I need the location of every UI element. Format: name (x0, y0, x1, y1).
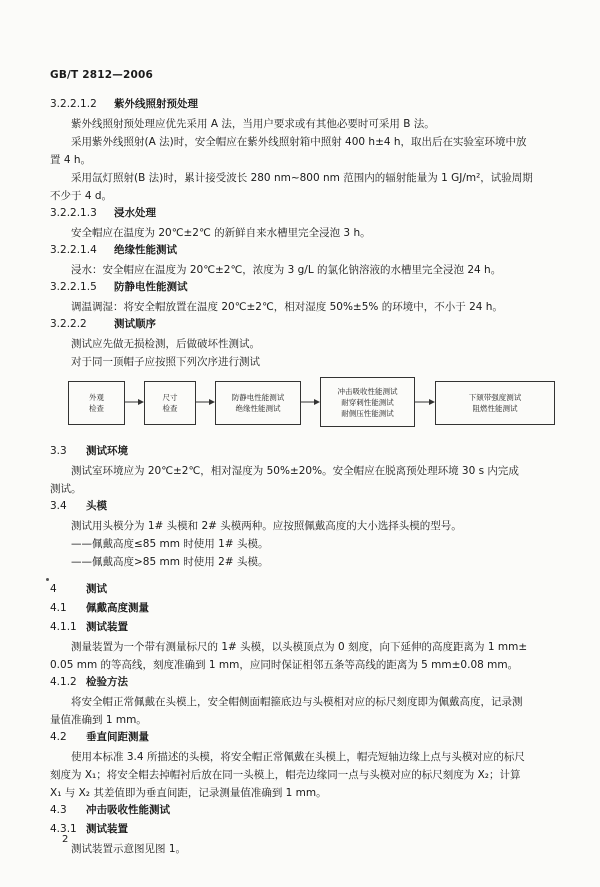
paragraph: 测量装置为一个带有测量标尺的 1# 头模，以头模顶点为 0 刻度，向下延伸的高度距离为 1 mm± (71, 641, 528, 653)
heading-title: 冲击吸收性能测试 (86, 804, 170, 816)
scan-speck (46, 578, 49, 581)
heading-title: 测试装置 (86, 823, 128, 835)
heading-title: 检验方法 (86, 676, 128, 688)
heading-title: 测试装置 (86, 621, 128, 633)
flow-box-line: 检查 (89, 404, 104, 413)
heading-4-1-1 (50, 619, 560, 638)
paragraph-continuation: 置 4 h。 (50, 154, 92, 166)
flow-box-line: 下颏带强度测试 (468, 393, 522, 402)
heading-4-2 (50, 729, 560, 748)
flow-box-line: 尺寸 (162, 393, 178, 402)
heading-4-1 (50, 600, 560, 619)
flow-box-electrical (215, 381, 301, 425)
heading-4-1-2 (50, 674, 560, 693)
heading-title: 浸水处理 (114, 207, 156, 219)
heading-number: 4.1.1 (50, 621, 77, 633)
heading-title: 佩戴高度测量 (86, 602, 149, 614)
heading-number: 4.1.2 (50, 676, 77, 688)
page-number: 2 (62, 834, 69, 845)
heading-3-2-2-2 (50, 316, 560, 335)
flow-box-line: 耐穿刺性能测试 (341, 397, 394, 407)
heading-title: 头模 (86, 500, 107, 512)
paragraph: 测试应先做无损检测，后做破坏性测试。 (71, 338, 260, 350)
paragraph-continuation: 0.05 mm 的等高线，刻度准确到 1 mm，应同时保证相邻五条等高线的距离为 5 mm±0.08 mm。 (50, 659, 519, 671)
flow-box-strap-flame (435, 381, 555, 425)
flow-box-line: 耐侧压性能测试 (341, 408, 394, 418)
heading-number: 4.3.1 (50, 823, 77, 835)
heading-3-2-2-1-4 (50, 242, 560, 261)
paragraph: 紫外线照射预处理应优先采用 A 法，当用户要求或有其他必要时可采用 B 法。 (71, 118, 435, 130)
paragraph: 将安全帽正常佩戴在头模上，安全帽侧面帽箍底边与头模相对应的标尺刻度即为佩戴高度，记录测 (71, 696, 523, 708)
heading-number: 3.2.2.1.5 (50, 281, 97, 293)
heading-number: 3.2.2.1.2 (50, 98, 97, 110)
paragraph: 浸水：安全帽应在温度为 20℃±2℃，浓度为 3 g/L 的氯化钠溶液的水槽里完全浸泡 24 h。 (71, 264, 502, 276)
list-item: ——佩戴高度≤85 mm 时使用 1# 头模。 (71, 538, 269, 550)
heading-number: 3.2.2.1.3 (50, 207, 97, 219)
heading-title: 测试 (86, 583, 107, 595)
heading-number: 3.2.2.1.4 (50, 244, 97, 256)
standard-number: GB/T 2812—2006 (50, 69, 154, 81)
heading-3-2-2-1-5 (50, 279, 560, 298)
heading-3-2-2-1-2 (50, 96, 560, 115)
paragraph: 使用本标准 3.4 所描述的头模，将安全帽正常佩戴在头模上，帽壳短轴边缘上点与头模对应的标尺 (71, 751, 525, 763)
heading-number: 4.2 (50, 731, 67, 743)
flow-box-line: 检查 (162, 404, 178, 413)
flow-box-mechanical (320, 377, 415, 427)
heading-number: 3.2.2.2 (50, 318, 87, 330)
flow-box-appearance (68, 381, 125, 425)
heading-title: 测试顺序 (114, 318, 156, 330)
heading-4-3-1 (50, 821, 560, 840)
heading-title: 测试环境 (86, 445, 128, 457)
flow-box-line: 防静电性能测试 (231, 393, 285, 402)
flow-box-line: 冲击吸收性能测试 (337, 386, 398, 396)
heading-4 (50, 581, 560, 600)
heading-number: 4 (50, 583, 57, 595)
paragraph: 采用紫外线照射(A 法)时，安全帽应在紫外线照射箱中照射 400 h±4 h，取出后在实验室环境中放 (71, 136, 527, 148)
paragraph: 测试用头模分为 1# 头模和 2# 头模两种。应按照佩戴高度的大小选择头模的型号。 (71, 520, 462, 532)
heading-3-2-2-1-3 (50, 205, 560, 224)
paragraph: 安全帽应在温度为 20℃±2℃ 的新鲜自来水槽里完全浸泡 3 h。 (71, 227, 371, 239)
heading-number: 4.3 (50, 804, 67, 816)
heading-number: 3.4 (50, 500, 67, 512)
paragraph: 对于同一顶帽子应按照下列次序进行测试 (71, 356, 260, 368)
paragraph: 调温调湿：将安全帽放置在温度 20℃±2℃，相对湿度 50%±5% 的环境中，不小于 24 h。 (71, 301, 503, 313)
heading-3-4 (50, 498, 560, 517)
heading-title: 绝缘性能测试 (114, 244, 177, 256)
paragraph-continuation: 不少于 4 d。 (50, 190, 113, 202)
list-item: ——佩戴高度>85 mm 时使用 2# 头模。 (71, 556, 269, 568)
heading-number: 3.3 (50, 445, 67, 457)
heading-4-3 (50, 802, 560, 821)
test-sequence-flowchart (68, 377, 558, 427)
paragraph-continuation: 量值准确到 1 mm。 (50, 714, 147, 726)
heading-title: 紫外线照射预处理 (114, 98, 198, 110)
paragraph: 测试装置示意图见图 1。 (71, 843, 187, 855)
paragraph: 采用氙灯照射(B 法)时，累计接受波长 280 nm~800 nm 范围内的辐射能量为 1 GJ/m²，试验周期 (71, 172, 533, 184)
heading-3-3 (50, 443, 560, 462)
paragraph: 测试室环境应为 20℃±2℃，相对湿度为 50%±20%。安全帽应在脱离预处理环境 30 s 内完成 (71, 465, 519, 477)
heading-title: 防静电性能测试 (114, 281, 188, 293)
heading-title: 垂直间距测量 (86, 731, 149, 743)
paragraph-continuation: 刻度为 X₁；将安全帽去掉帽衬后放在同一头模上，帽壳边缘同一点与头模对应的标尺刻度为 X₂；计算 (50, 769, 521, 781)
paragraph-continuation: 测试。 (50, 483, 82, 495)
paragraph-continuation: X₁ 与 X₂ 其差值即为垂直间距，记录测量值准确到 1 mm。 (50, 787, 327, 799)
flow-box-line: 外观 (89, 393, 104, 402)
flow-box-dimension (144, 381, 196, 425)
document-body (50, 96, 560, 858)
flow-box-line: 阻燃性能测试 (472, 404, 518, 413)
flow-box-line: 绝缘性能测试 (235, 404, 281, 413)
heading-number: 4.1 (50, 602, 67, 614)
